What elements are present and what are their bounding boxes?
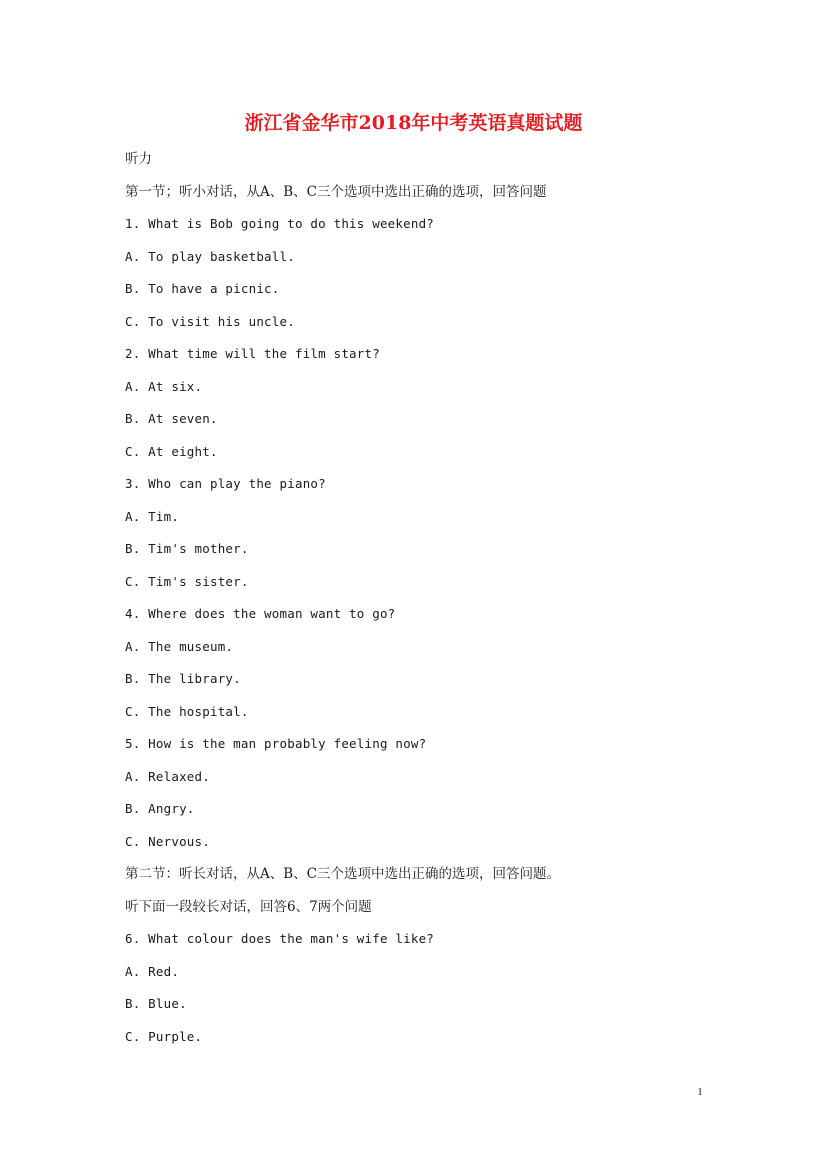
document-body xyxy=(125,150,765,1060)
option-line: A. Relaxed. xyxy=(125,768,210,784)
section-heading: 第二节：听长对话，从A、B、C三个选项中选出正确的选项，回答问题。 xyxy=(125,866,560,882)
question-line: 2. What time will the film start? xyxy=(125,346,380,361)
option-line: B. At seven. xyxy=(125,411,218,426)
option-line: C. Nervous. xyxy=(125,833,210,849)
option-line: C. To visit his uncle. xyxy=(125,313,295,329)
option-line: C. At eight. xyxy=(125,443,218,459)
question-line: 4. Where does the woman want to go? xyxy=(125,606,396,621)
question-line: 6. What colour does the man's wife like? xyxy=(125,931,435,946)
question-line: 5. How is the man probably feeling now? xyxy=(125,736,427,751)
option-line: A. Red. xyxy=(125,963,180,979)
option-line: A. To play basketball. xyxy=(125,248,295,264)
option-line: C. The hospital. xyxy=(125,703,249,719)
instruction-line: 听下面一段较长对话，回答6、7两个问题 xyxy=(125,898,372,915)
option-line: B. Blue. xyxy=(125,996,187,1011)
text-line: 听力 xyxy=(125,151,152,167)
question-line: 3. Who can play the piano? xyxy=(125,476,326,491)
option-line: B. Tim's mother. xyxy=(125,541,249,556)
option-line: B. To have a picnic. xyxy=(125,281,280,296)
question-line: 1. What is Bob going to do this weekend? xyxy=(125,216,435,231)
page-number: 1 xyxy=(697,1086,703,1098)
option-line: B. Angry. xyxy=(125,801,195,816)
option-line: B. The library. xyxy=(125,671,241,686)
document-title: 浙江省金华市2018年中考英语真题试题 xyxy=(244,112,583,134)
option-line: C. Tim's sister. xyxy=(125,573,249,589)
option-line: A. Tim. xyxy=(125,508,180,524)
option-line: A. The museum. xyxy=(125,638,234,654)
text-line: 第一节；听小对话，从A、B、C三个选项中选出正确的选项，回答问题 xyxy=(125,183,547,200)
option-line: C. Purple. xyxy=(125,1028,203,1044)
option-line: A. At six. xyxy=(125,378,203,394)
